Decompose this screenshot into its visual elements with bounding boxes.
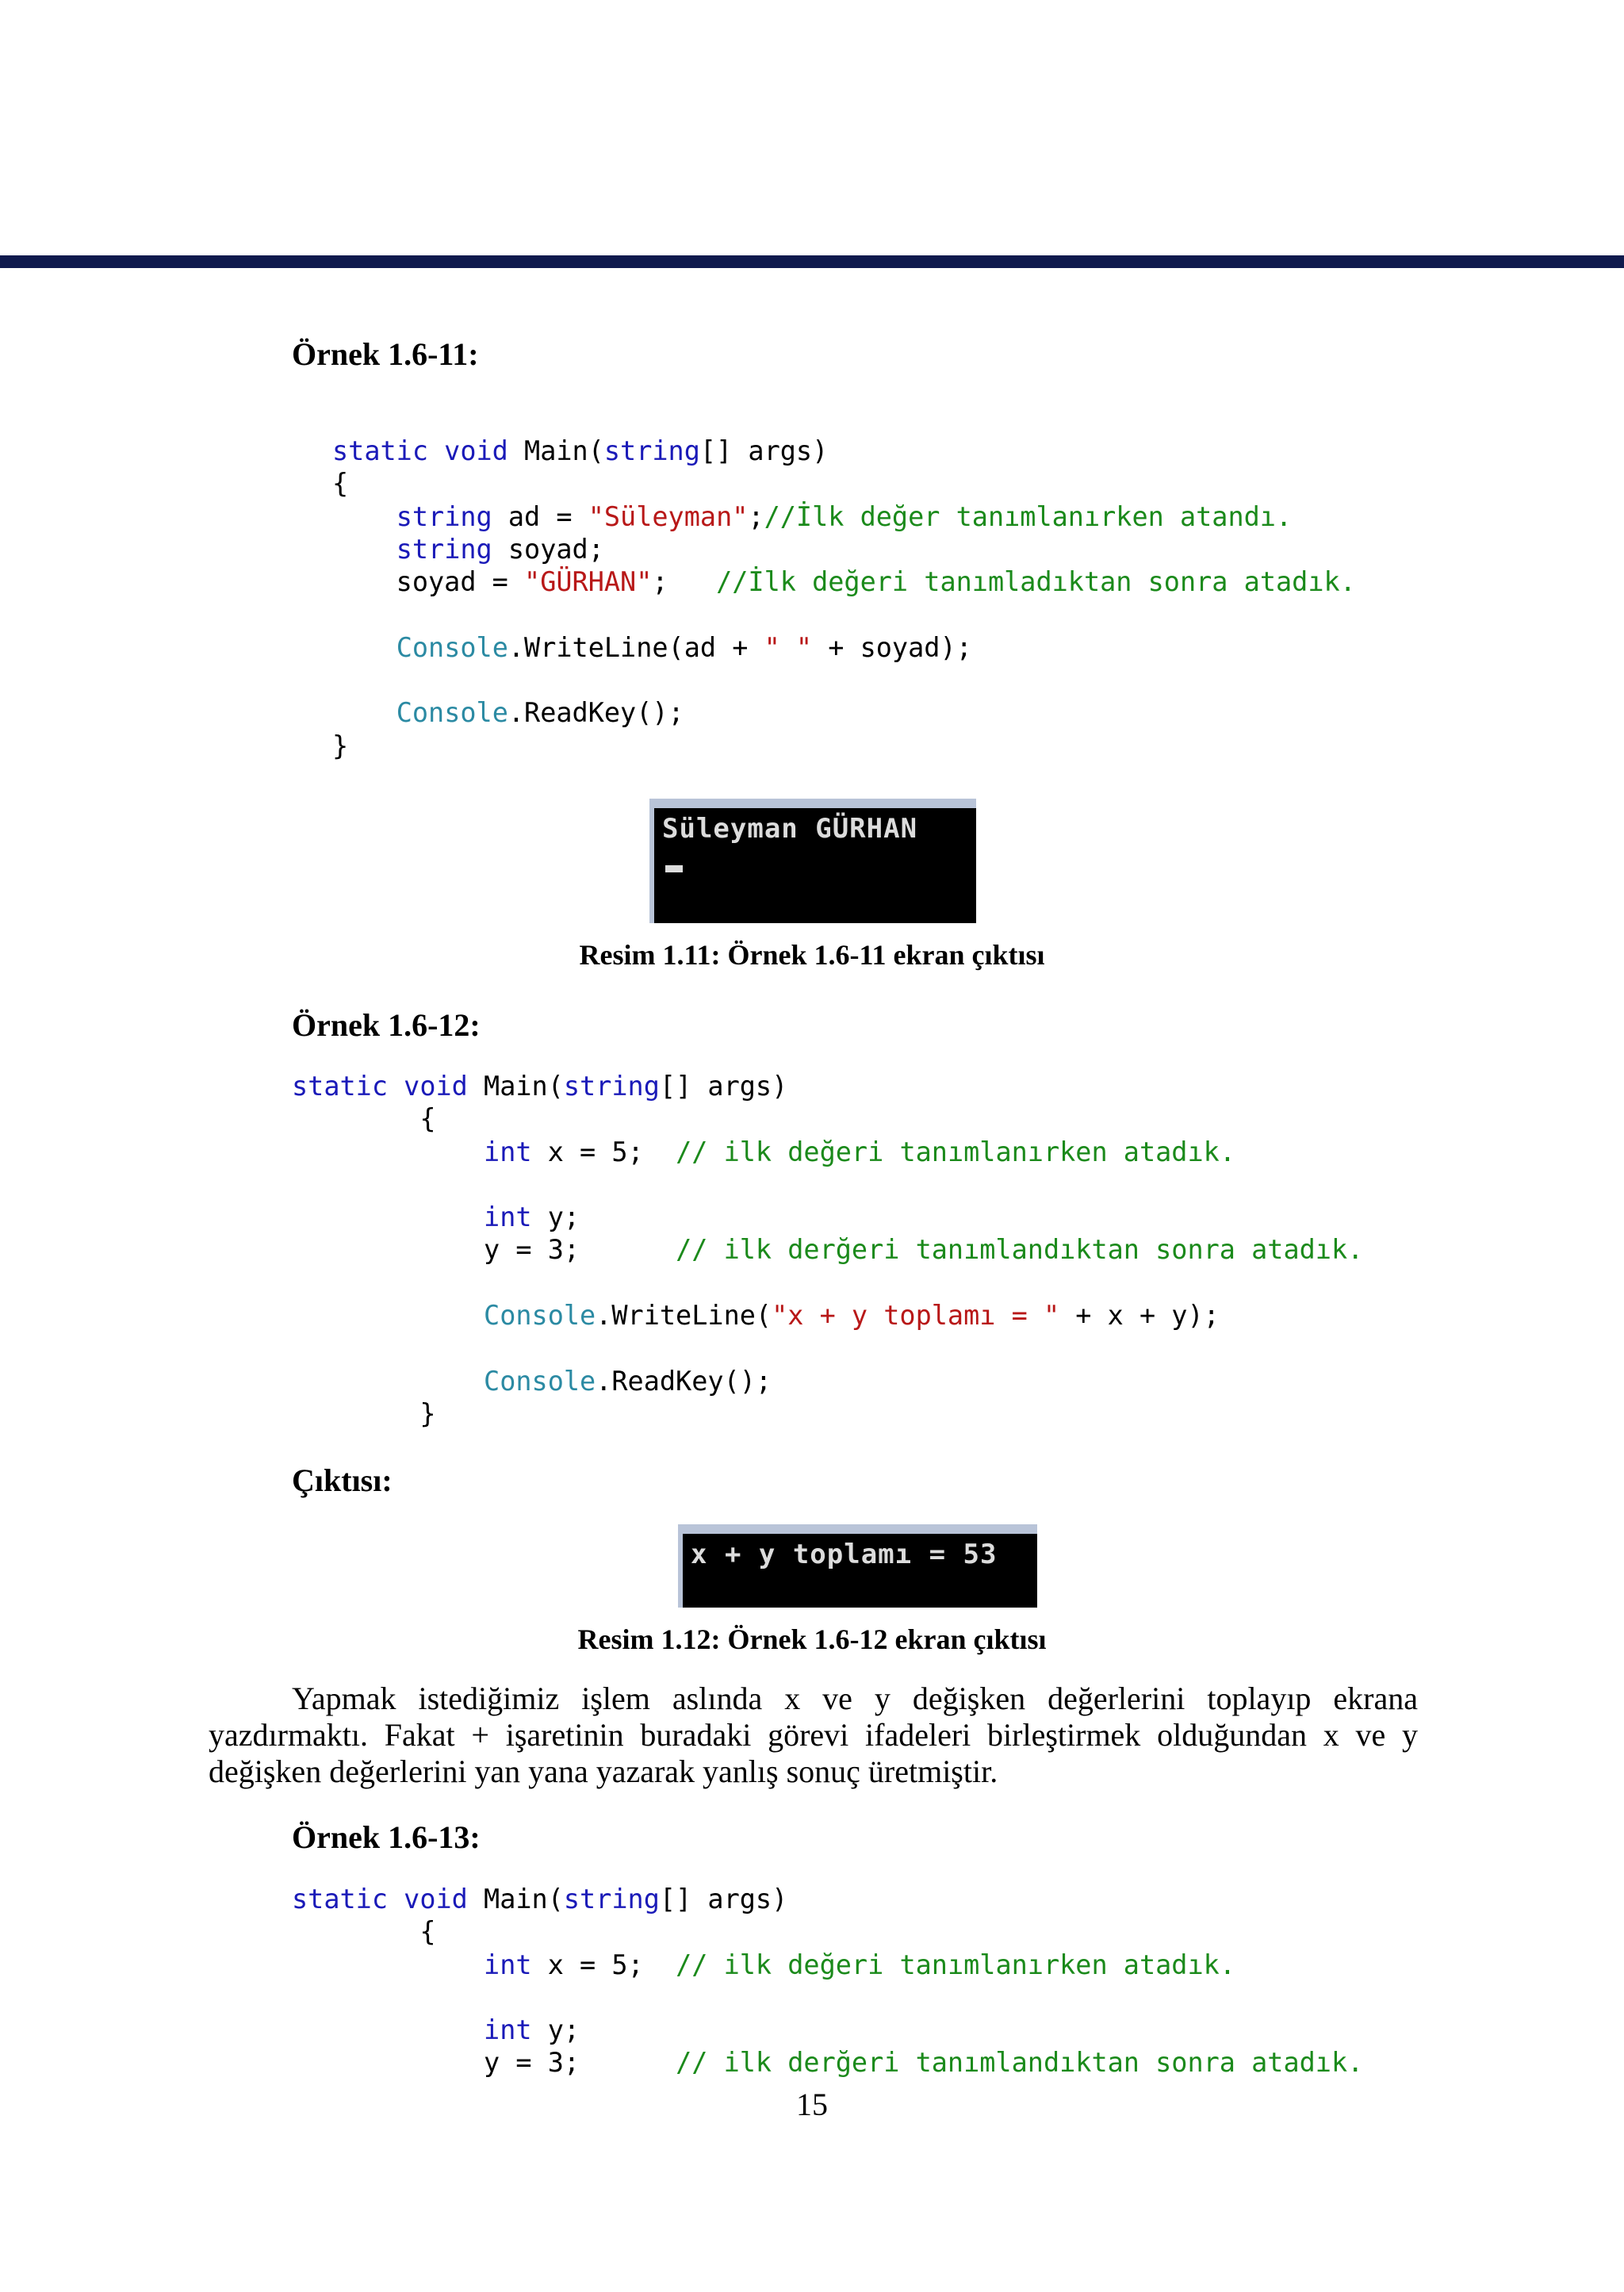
code-line: [292, 1233, 1363, 1266]
code-token: [292, 2014, 484, 2045]
code-token-kw: int: [484, 1949, 532, 1980]
code-token-cls: Console: [484, 1365, 596, 1397]
code-line: [292, 1915, 1363, 1948]
code-line: [332, 598, 1356, 630]
code-block-12: [292, 1070, 1363, 1430]
code-token-kw: string: [603, 435, 700, 466]
code-token-str: " ": [764, 631, 813, 663]
code-token: {: [292, 1103, 436, 1135]
code-token: y;: [531, 1202, 580, 1233]
console-output-11: [649, 799, 976, 923]
code-line: [292, 1981, 1363, 2014]
code-line: [292, 1267, 1363, 1299]
code-line: [292, 1397, 1363, 1430]
code-line: [332, 467, 1356, 500]
example-13-heading: Örnek 1.6-13:: [292, 1819, 481, 1855]
code-line: [292, 1883, 1363, 1915]
code-token: .WriteLine(: [596, 1300, 772, 1332]
console-output-12-text: x + y toplamı = 53: [691, 1539, 998, 1570]
console-output-12: [678, 1524, 1037, 1608]
code-token-cm: // ilk değeri tanımlanırken atadık.: [676, 1949, 1235, 1980]
code-token: y;: [531, 2014, 580, 2046]
code-token: ;: [748, 500, 764, 532]
code-line: [292, 1136, 1363, 1168]
code-token: Main(: [467, 1071, 564, 1102]
code-token-str: "Süleyman": [588, 500, 749, 532]
code-token-cm: // ilk değeri tanımlanırken atadık.: [676, 1136, 1235, 1167]
code-block-11: [332, 435, 1356, 762]
code-line: [332, 631, 1356, 664]
code-token-cm: // ilk derğeri tanımlandıktan sonra atadık.: [676, 2047, 1364, 2079]
code-token: [332, 534, 396, 565]
code-token-kw: static void: [332, 435, 508, 466]
code-token: Main(: [467, 1884, 564, 1914]
code-token: [292, 1949, 484, 1980]
code-token-str: "GÜRHAN": [524, 566, 653, 598]
code-token-cm: //İlk değeri tanımladıktan sonra atadık.: [716, 566, 1356, 598]
code-token-cls: Console: [484, 1300, 596, 1332]
code-token: Main(: [508, 435, 604, 466]
code-line: [332, 730, 1356, 762]
code-line: [292, 1299, 1363, 1332]
code-token: .WriteLine(ad +: [508, 631, 764, 663]
code-token: [332, 632, 396, 663]
code-token-cls: Console: [396, 697, 508, 729]
code-token-kw: int: [484, 2014, 532, 2046]
code-token: .ReadKey();: [508, 697, 684, 729]
code-token: {: [332, 468, 349, 500]
code-line: [292, 2014, 1363, 2046]
code-line: [292, 2046, 1363, 2079]
code-token: x = 5;: [531, 1136, 676, 1167]
code-line: [292, 1102, 1363, 1135]
example-12-heading: Örnek 1.6-12:: [292, 1007, 481, 1043]
figure-caption-11: Resim 1.11: Örnek 1.6-11 ekran çıktısı: [579, 939, 1045, 971]
code-line: [332, 664, 1356, 696]
code-token: [292, 1202, 484, 1232]
code-token: soyad =: [332, 566, 525, 598]
output-label: Çıktısı:: [292, 1462, 393, 1498]
code-token: [332, 697, 396, 728]
code-token-cm: // ilk derğeri tanımlandıktan sonra atadık.: [676, 1234, 1364, 1266]
code-token: [332, 501, 396, 532]
figure-caption-12: Resim 1.12: Örnek 1.6-12 ekran çıktısı: [577, 1623, 1047, 1655]
header-rule: [0, 255, 1624, 268]
code-token-kw: static void: [292, 1071, 468, 1102]
code-token: y = 3;: [292, 1234, 676, 1266]
code-line: [292, 1201, 1363, 1233]
code-line: [332, 696, 1356, 729]
code-token-cls: Console: [396, 631, 508, 663]
code-token: + x + y);: [1059, 1300, 1220, 1332]
code-line: [292, 1365, 1363, 1397]
code-token-str: "x + y toplamı = ": [772, 1300, 1060, 1332]
code-token-kw: string: [563, 1884, 660, 1914]
example-11-heading: Örnek 1.6-11:: [292, 336, 479, 372]
code-token: }: [332, 730, 349, 761]
code-token: [292, 1366, 484, 1397]
code-token-kw: int: [484, 1136, 532, 1167]
console-output-11-text: Süleyman GÜRHAN: [662, 813, 918, 845]
code-token-kw: string: [563, 1071, 660, 1102]
page-number: 15: [796, 2087, 828, 2122]
code-token-cm: //İlk değer tanımlanırken atandı.: [764, 500, 1293, 532]
code-line: [292, 1949, 1363, 1981]
code-token-kw: string: [396, 533, 492, 565]
code-token: ;: [652, 566, 717, 598]
code-line: [332, 500, 1356, 533]
code-token: [] args): [659, 1071, 788, 1102]
code-block-13: [292, 1883, 1363, 2079]
code-token: [292, 1136, 484, 1167]
code-token: }: [292, 1397, 436, 1429]
code-line: [292, 1070, 1363, 1102]
code-token-kw: string: [396, 500, 492, 532]
console-cursor: [665, 865, 683, 872]
code-line: [292, 1168, 1363, 1201]
code-token: [] args): [659, 1884, 788, 1914]
code-token: [292, 1300, 484, 1331]
code-token-kw: int: [484, 1202, 532, 1233]
code-token-kw: static void: [292, 1884, 468, 1914]
code-token: [] args): [699, 435, 829, 466]
code-token: .ReadKey();: [596, 1365, 772, 1397]
code-token: y = 3;: [292, 2047, 676, 2079]
code-line: [332, 435, 1356, 467]
code-token: ad =: [492, 500, 588, 532]
code-token: x = 5;: [531, 1949, 676, 1980]
body-paragraph: Yapmak istediğimiz işlem aslında x ve y değişken değerlerini toplayıp ekrana yazdırmaktı. Fakat + işaretinin buradaki görevi ifadeleri birleştirmek olduğundan x ve y değişken değerlerini yan yana yazarak yanlış sonuç üretmiştir.: [209, 1681, 1418, 1789]
code-line: [332, 533, 1356, 565]
code-line: [332, 565, 1356, 598]
code-token: soyad;: [492, 533, 604, 565]
code-line: [292, 1332, 1363, 1364]
code-token: + soyad);: [812, 631, 972, 663]
code-token: {: [292, 1916, 436, 1948]
